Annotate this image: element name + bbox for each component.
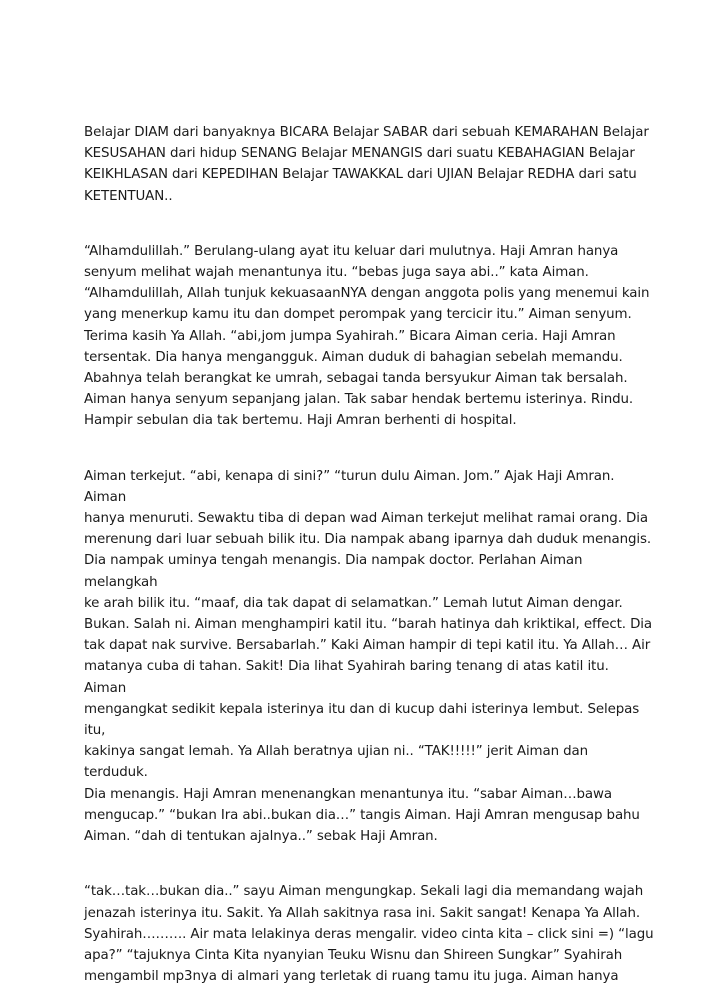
paragraph-spacer [84,207,654,241]
paragraph-intro: Belajar DIAM dari banyaknya BICARA Belajar SABAR dari sebuah KEMARAHAN Belajar KESUSAHAN dari hidup SENANG Belajar MENANGIS dari suatu KEBAHAGIAN Belajar KEIKHLASAN dari KEPEDIHAN Belajar TAWAKKAL dari UJIAN Belajar REDHA dari satu KETENTUAN.. [84,125,649,204]
paragraph-spacer [84,432,654,466]
paragraph-grief: “tak…tak…bukan dia..” sayu Aiman mengungkap. Sekali lagi dia memandang wajah jenazah isterinya itu. Sakit. Ya Allah sakitnya rasa ini. Sakit sangat! Kenapa Ya Allah. Syahirah………. Air mata lelakinya deras mengalir. video cinta kita – click sini =) “lagu apa?” “tajuknya Cinta Kita nyanyian Teuku Wisnu dan Shireen Sungkar” Syahirah mengambil mp3nya di almari yang terletak di ruang tamu itu juga. Aiman hanya [84,884,654,985]
paragraph-alhamdulillah: “Alhamdulillah.” Berulang-ulang ayat itu keluar dari mulutnya. Haji Amran hanya senyum melihat wajah menantunya itu. “bebas juga saya abi..” kata Aiman. “Alhamdulillah, Allah tunjuk kekuasaanNYA dengan anggota polis yang menemui kain yang menerkup kamu itu dan dompet perompak yang tercicir itu.” Aiman senyum. Terima kasih Ya Allah. “abi,jom jumpa Syahirah.” Bicara Aiman ceria. Haji Amran tersentak. Dia hanya mengangguk. Aiman duduk di bahagian sebelah memandu. Abahnya telah berangkat ke umrah, sebagai tanda bersyukur Aiman tak bersalah. Aiman hanya senyum sepanjang jalan. Tak sabar hendak bertemu isterinya. Rindu. Hampir sebulan dia tak bertemu. Haji Amran berhenti di hospital. [84,243,650,429]
document-page [84,122,654,987]
paragraph-spacer [84,847,654,881]
paragraph-hospital: Aiman terkejut. “abi, kenapa di sini?” “turun dulu Aiman. Jom.” Ajak Haji Amran. Aiman hanya menuruti. Sewaktu tiba di depan wad Aiman terkejut melihat ramai orang. Dia merenung dari luar sebuah bilik itu. Dia nampak abang iparnya dah duduk menangis. Dia nampak uminya tengah menangis. Dia nampak doctor. Perlahan Aiman melangkah ke arah bilik itu. “maaf, dia tak dapat di selamatkan.” Lemah lutut Aiman dengar. Bukan. Salah ni. Aiman menghampiri katil itu. “barah hatinya dah kriktikal, effect. Dia tak dapat nak survive. Bersabarlah.” Kaki Aiman hampir di tepi katil itu. Ya Allah… Air matanya cuba di tahan. Sakit! Dia lihat Syahirah baring tenang di atas katil itu. Aiman mengangkat sedikit kepala isterinya itu dan di kucup dahi isterinya lembut. Selepas itu, kakinya sangat lemah. Ya Allah beratnya ujian ni.. “TAK!!!!!” jerit Aiman dan terduduk. Dia menangis. Haji Amran menenangkan menantunya itu. “sabar Aiman…bawa mengucap.” “bukan Ira abi..bukan dia…” tangis Aiman. Haji Amran mengusap bahu Aiman. “dah di tentukan ajalnya..” sebak Haji Amran. [84,468,653,845]
